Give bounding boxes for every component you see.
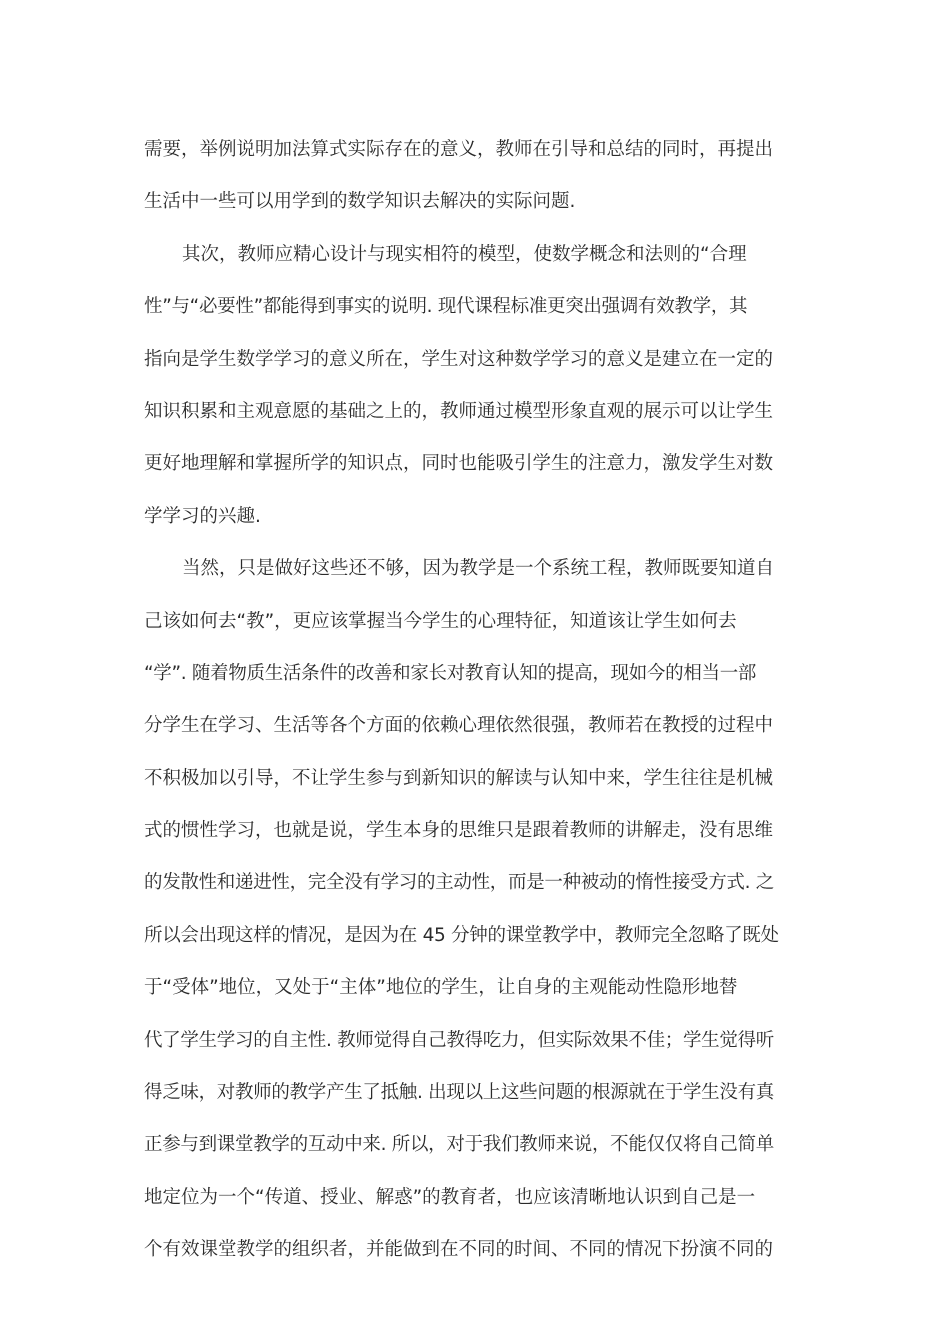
text-line: 所以会出现这样的情况，是因为在 45 分钟的课堂教学中，教师完全忽略了既处 <box>144 924 779 946</box>
text-line: 得乏味，对教师的教学产生了抵触. 出现以上这些问题的根源就在于学生没有真 <box>144 1082 774 1104</box>
text-line: 地定位为一个“传道、授业、解惑”的教育者，也应该清晰地认识到自己是一 <box>144 1186 756 1208</box>
text-line: 生活中一些可以用学到的数学知识去解决的实际问题. <box>144 191 576 213</box>
paragraph-start-line: 其次，教师应精心设计与现实相符的模型，使数学概念和法则的“合理 <box>182 243 747 265</box>
text-line: 需要，举例说明加法算式实际存在的意义，教师在引导和总结的同时，再提出 <box>144 139 774 160</box>
text-line: 己该如何去“教”，更应该掌握当今学生的心理特征，知道该让学生如何去 <box>144 610 737 632</box>
paragraph-start-line: 当然，只是做好这些还不够，因为教学是一个系统工程，教师既要知道自 <box>182 558 775 580</box>
text-line: 更好地理解和掌握所学的知识点，同时也能吸引学生的注意力，激发学生对数 <box>144 453 774 475</box>
text-line: 个有效课堂教学的组织者，并能做到在不同的时间、不同的情况下扮演不同的 <box>144 1239 774 1261</box>
text-line: 性”与“必要性”都能得到事实的说明. 现代课程标准更突出强调有效教学，其 <box>144 296 748 318</box>
text-line: 正参与到课堂教学的互动中来. 所以，对于我们教师来说，不能仅仅将自己简单 <box>144 1134 774 1156</box>
text-line: 指向是学生数学学习的意义所在，学生对这种数学学习的意义是建立在一定的 <box>144 348 774 370</box>
text-line: 分学生在学习、生活等各个方面的依赖心理依然很强，教师若在教授的过程中 <box>144 715 774 737</box>
text-line: 知识积累和主观意愿的基础之上的，教师通过模型形象直观的展示可以让学生 <box>144 400 774 422</box>
text-line: 代了学生学习的自主性. 教师觉得自己教得吃力，但实际效果不佳；学生觉得听 <box>144 1029 774 1051</box>
text-line: 式的惯性学习，也就是说，学生本身的思维只是跟着教师的讲解走，没有思维 <box>144 820 774 842</box>
body-text <box>144 134 809 1287</box>
text-line: 的发散性和递进性，完全没有学习的主动性，而是一种被动的惰性接受方式. 之 <box>144 872 774 894</box>
text-line: 不积极加以引导，不让学生参与到新知识的解读与认知中来，学生往往是机械 <box>144 767 774 789</box>
text-line: 于“受体”地位，又处于“主体”地位的学生，让自身的主观能动性隐形地替 <box>144 977 738 999</box>
text-line: 学学习的兴趣. <box>144 505 261 527</box>
text-line: “学”. 随着物质生活条件的改善和家长对教育认知的提高，现如今的相当一部 <box>144 662 757 684</box>
